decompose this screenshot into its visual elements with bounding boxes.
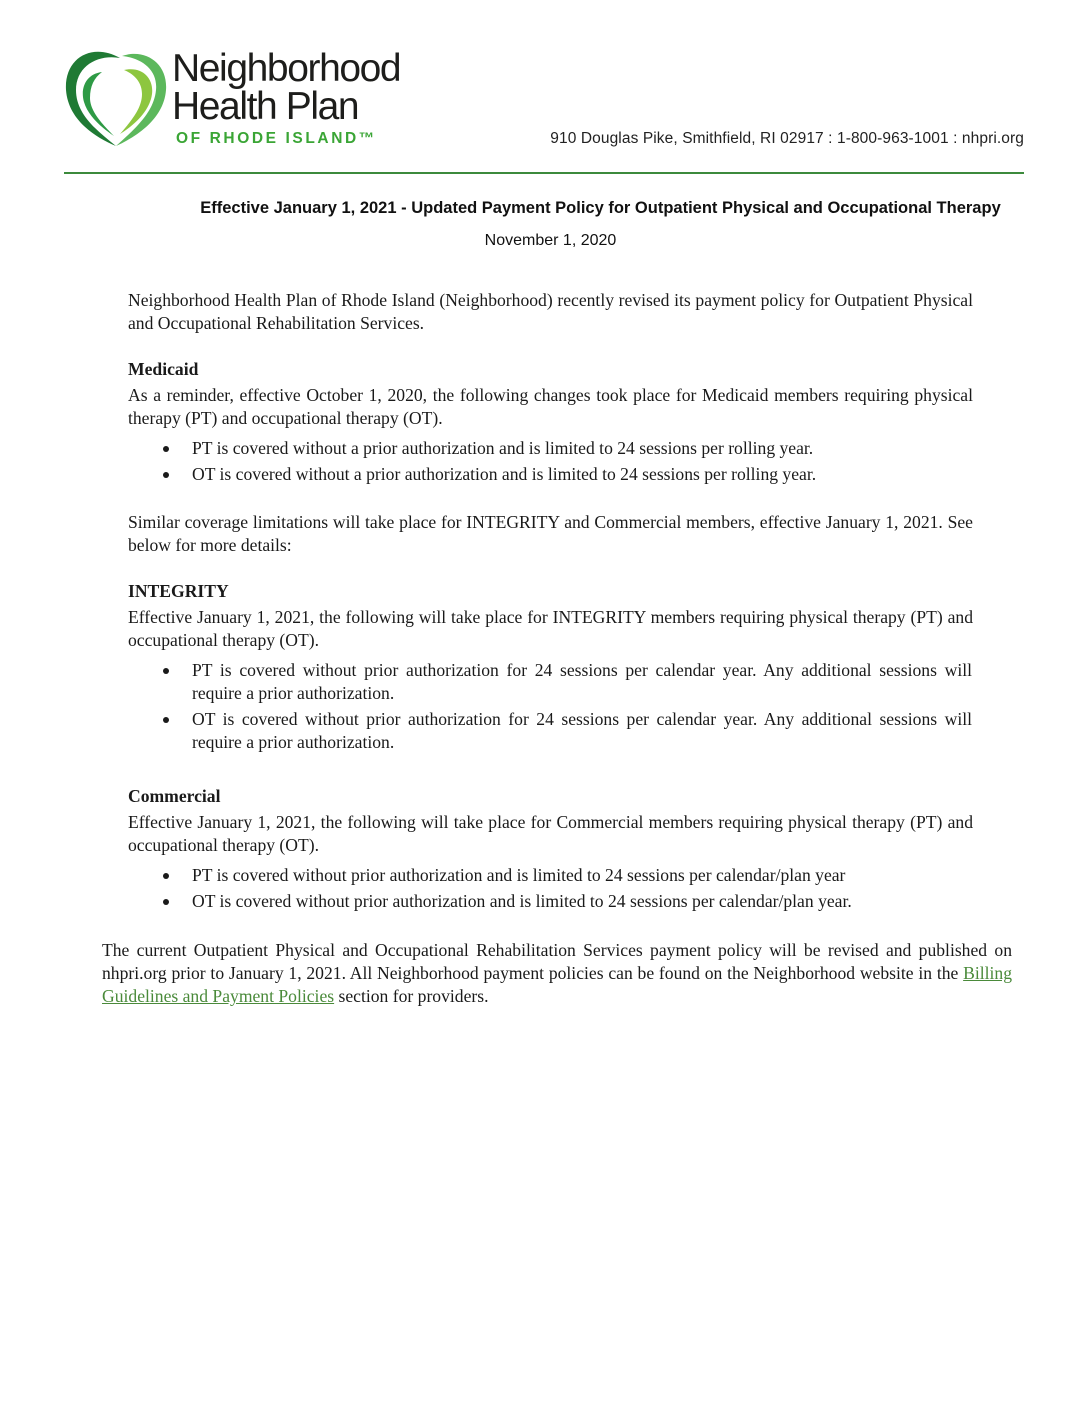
intro-paragraph: Neighborhood Health Plan of Rhode Island (Neighborhood) recently revised its payment policy for Outpatient Physical and Occupational Rehabilitation Services. [128,290,973,333]
bullet-text: PT is covered without prior authorization and is limited to 24 sessions per calendar/plan year [192,865,846,885]
closing-paragraph [102,939,1012,1008]
logo-line-2: Health Plan [172,85,359,128]
document-date: November 1, 2020 [484,232,617,249]
logo-line-1: Neighborhood [172,47,401,90]
billing-guidelines-link[interactable]: Billing Guidelines and Payment Policies [102,963,1012,1006]
integrity-bullets [128,659,973,757]
closing-text-start: The current Outpatient Physical and Occupational Rehabilitation Services payment policy will be revised and published on nhpri.org prior to January 1, 2021. All Neighborhood payment policies can be found on the Neighborhood website in the [102,940,1012,983]
bullet-text: PT is covered without a prior authorization and is limited to 24 sessions per rolling year. [192,438,814,458]
heart-swoosh-icon [62,44,172,149]
bullet-icon [163,472,169,478]
commercial-bullets [128,864,973,916]
list-item [128,708,972,754]
list-item [128,864,973,887]
bullet-icon [163,873,169,879]
list-item [128,463,973,486]
document-title: Effective January 1, 2021 - Updated Payment Policy for Outpatient Physical and Occupational Therapy [200,199,1001,217]
header-divider [64,172,1024,174]
bullet-icon [163,668,169,674]
list-item [128,890,973,913]
list-item [128,659,972,705]
bullet-text: OT is covered without prior authorization and is limited to 24 sessions per calendar/plan year. [192,891,852,911]
bullet-text: OT is covered without prior authorization for 24 sessions per calendar year. Any additional sessions will require a prior authorization. [192,709,972,752]
integrity-heading: INTEGRITY [128,581,229,601]
medicaid-bullets [128,437,973,489]
bullet-text: PT is covered without prior authorization for 24 sessions per calendar year. Any additional sessions will require a prior authorization. [192,660,972,703]
bullet-text: OT is covered without a prior authorization and is limited to 24 sessions per rolling year. [192,464,817,484]
integrity-text: Effective January 1, 2021, the following will take place for INTEGRITY members requiring physical therapy (PT) and occupational therapy (OT). [128,607,973,650]
bullet-icon [163,899,169,905]
commercial-heading: Commercial [128,786,221,806]
logo-line-3: OF RHODE ISLAND™ [176,130,377,147]
medicaid-heading: Medicaid [128,359,199,379]
medicaid-text: As a reminder, effective October 1, 2020, the following changes took place for Medicaid members requiring physical therapy (PT) and occupational therapy (OT). [128,385,973,428]
commercial-text: Effective January 1, 2021, the following will take place for Commercial members requiring physical therapy (PT) and occupational therapy (OT). [128,812,973,855]
bullet-icon [163,717,169,723]
list-item [128,437,973,460]
bullet-icon [163,446,169,452]
similar-paragraph: Similar coverage limitations will take place for INTEGRITY and Commercial members, effective January 1, 2021. See below for more details: [128,512,973,555]
logo-wordmark [172,47,401,128]
contact-info: 910 Douglas Pike, Smithfield, RI 02917 : 1-800-963-1001 : nhpri.org [550,130,1024,147]
nhpri-logo [62,44,422,154]
closing-text-end: section for providers. [334,986,489,1006]
